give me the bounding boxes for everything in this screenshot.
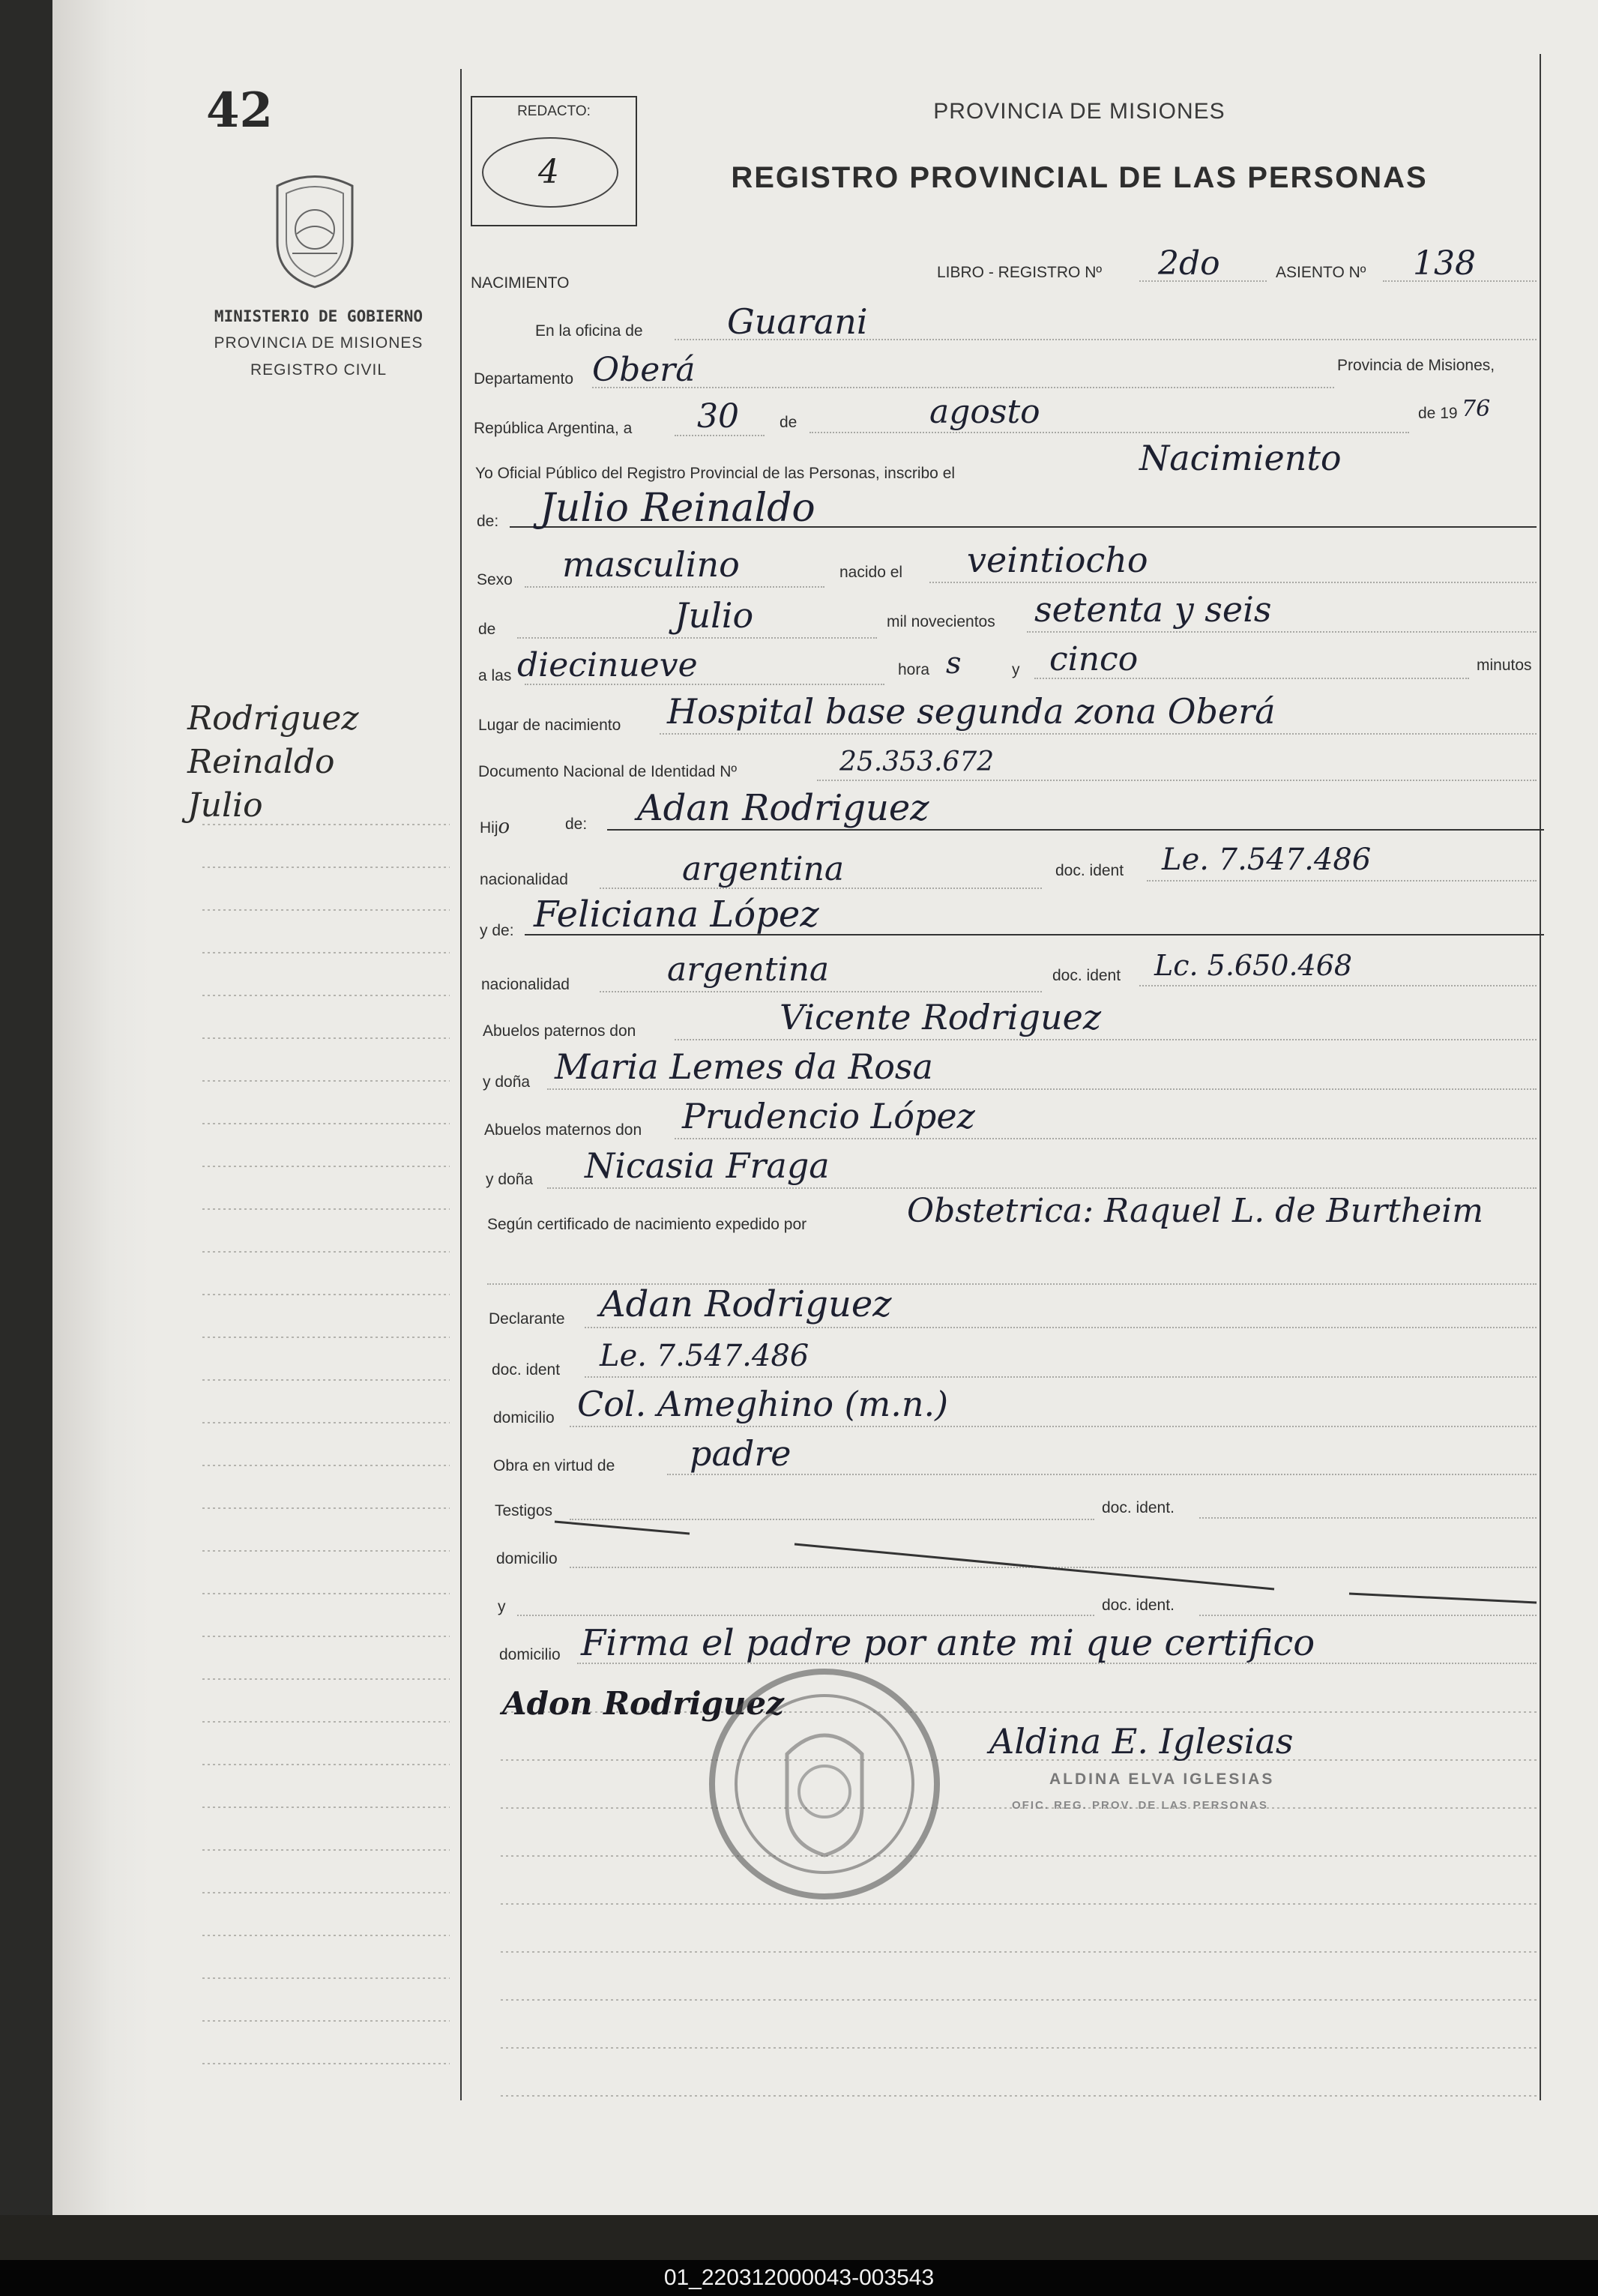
ministry-province: PROVINCIA DE MISIONES <box>214 334 423 352</box>
firma-oficial: Aldina E. Iglesias <box>989 1721 1294 1762</box>
image-caption: 01_220312000043-003543 <box>0 2260 1598 2296</box>
coat-of-arms-seal <box>262 171 367 291</box>
mes-nac-label: de <box>478 621 496 638</box>
nombre-value: Julio Reinaldo <box>540 486 815 531</box>
abuelos-paternos-value: Vicente Rodriguez <box>780 997 1102 1037</box>
libro-label: LIBRO - REGISTRO Nº <box>937 264 1103 281</box>
nacido-label: nacido el <box>839 564 903 581</box>
abuela-paterna-label: y doña <box>483 1073 531 1091</box>
departamento-value: Oberá <box>592 351 696 389</box>
certificado-label: Según certificado de nacimiento expedido por <box>487 1216 807 1233</box>
doc-declarante-value: Le. 7.547.486 <box>600 1339 809 1373</box>
margin-surname: Rodriguez <box>187 699 359 738</box>
abuelos-paternos-label: Abuelos paternos don <box>483 1022 636 1040</box>
obra-label: Obra en virtud de <box>493 1457 615 1474</box>
header-province: PROVINCIA DE MISIONES <box>933 99 1225 124</box>
republica-label: República Argentina, a <box>474 420 633 437</box>
hijo-de-label: de: <box>565 816 588 833</box>
abuelos-maternos-label: Abuelos maternos don <box>484 1121 642 1139</box>
act-type: NACIMIENTO <box>471 274 570 292</box>
firma-texto: Firma el padre por ante mi que certifico <box>581 1622 1315 1664</box>
official-stamp <box>697 1657 952 1911</box>
ministry-title: MINISTERIO DE GOBIERNO <box>214 307 423 325</box>
redacto-label: REDACTO: <box>517 103 591 119</box>
dia-value: 30 <box>697 397 739 436</box>
declarante-label: Declarante <box>489 1310 565 1328</box>
ministry-block <box>187 307 450 379</box>
testigos-crossout-lines <box>525 1507 1544 1627</box>
ministry-registry: REGISTRO CIVIL <box>250 361 388 379</box>
minutos-label: minutos <box>1477 657 1532 674</box>
form-border-left <box>460 69 462 2100</box>
oficial-cargo-impreso: OFIC. REG. PROV. DE LAS PERSONAS <box>1012 1799 1268 1812</box>
doc-ident-testigo-2-label: doc. ident. <box>1102 1597 1175 1614</box>
lugar-value: Hospital base segunda zona Oberá <box>667 691 1276 732</box>
minutos-value: cinco <box>1049 640 1139 678</box>
anio-value: 76 <box>1462 396 1491 422</box>
redacto-box <box>471 96 637 226</box>
libro-value: 2do <box>1158 244 1220 283</box>
hora-value: diecinueve <box>517 646 698 684</box>
nombre-label: de: <box>477 513 499 530</box>
milnov-label: mil novecientos <box>887 613 995 630</box>
y-label: y <box>1012 661 1020 678</box>
abuela-materna-value: Nicasia Fraga <box>585 1145 830 1186</box>
nacionalidad-1-label: nacionalidad <box>480 871 568 888</box>
dni-value: 25.353.672 <box>839 747 995 777</box>
certificado-value: Obstetrica: Raquel L. de Burtheim <box>907 1192 1483 1230</box>
doc-2-value: Lc. 5.650.468 <box>1154 949 1353 982</box>
domicilio-declarante-value: Col. Ameghino (m.n.) <box>577 1384 949 1424</box>
madre-label: y de: <box>480 922 514 939</box>
mes-value: agosto <box>929 393 1040 431</box>
nacionalidad-2-value: argentina <box>667 950 830 989</box>
domicilio-declarante-label: domicilio <box>493 1409 555 1426</box>
y-testigo-label: y <box>498 1598 506 1615</box>
book-spine-shadow <box>52 0 150 2215</box>
obra-value: padre <box>690 1433 792 1474</box>
nacionalidad-1-value: argentina <box>682 850 845 888</box>
oficial-nombre-impreso: ALDINA ELVA IGLESIAS <box>1049 1771 1275 1788</box>
firma-padre: Adon Rodriguez <box>502 1685 784 1722</box>
doc-2-label: doc. ident <box>1052 967 1121 984</box>
oficial-value: Nacimiento <box>1139 438 1342 478</box>
oficina-label: En la oficina de <box>535 322 643 340</box>
nacido-value: veintiocho <box>967 540 1148 580</box>
bottom-band <box>0 2215 1598 2260</box>
oficial-label: Yo Oficial Público del Registro Provincial de las Personas, inscribo el <box>475 465 956 482</box>
padre-value: Adan Rodriguez <box>637 787 929 829</box>
oficina-value: Guarani <box>727 301 868 342</box>
hora-num: s <box>946 646 962 681</box>
provincia-label: Provincia de Misiones, <box>1337 357 1495 374</box>
dni-label: Documento Nacional de Identidad Nº <box>478 763 738 780</box>
margin-first-name: Julio <box>187 786 263 825</box>
departamento-label: Departamento <box>474 370 574 388</box>
hijo-label: Hijo <box>480 816 510 838</box>
abuelos-maternos-value: Prudencio López <box>682 1096 975 1136</box>
doc-declarante-label: doc. ident <box>492 1361 561 1378</box>
redacto-mark <box>472 120 630 217</box>
testigos-label: Testigos <box>495 1502 553 1519</box>
form-ruled-lines <box>501 1709 1543 2099</box>
folio-number: 42 <box>206 82 274 139</box>
anio-nac-value: setenta y seis <box>1034 589 1272 630</box>
domicilio-testigo-2-label: domicilio <box>499 1646 561 1663</box>
doc-1-value: Le. 7.547.486 <box>1162 843 1372 877</box>
alas-label: a las <box>478 667 512 684</box>
doc-ident-testigo-1-label: doc. ident. <box>1102 1499 1175 1516</box>
redacto-mark-text: 4 <box>538 153 559 191</box>
header-registry: REGISTRO PROVINCIAL DE LAS PERSONAS <box>731 161 1428 194</box>
anio-label: de 19 <box>1418 405 1458 422</box>
sexo-label: Sexo <box>477 571 513 588</box>
lugar-label: Lugar de nacimiento <box>478 717 621 734</box>
de-label: de <box>780 414 798 431</box>
sexo-value: masculino <box>562 544 740 585</box>
asiento-label: ASIENTO Nº <box>1276 264 1366 281</box>
declarante-value: Adan Rodriguez <box>600 1283 892 1325</box>
abuela-paterna-value: Maria Lemes da Rosa <box>555 1046 933 1087</box>
mes-nac-value: Julio <box>675 595 754 636</box>
hora-label: hora <box>898 661 930 678</box>
asiento-value: 138 <box>1413 244 1476 283</box>
margin-name <box>187 697 450 828</box>
abuela-materna-label: y doña <box>486 1171 534 1188</box>
margin-ruled-lines <box>202 817 450 2091</box>
domicilio-testigo-1-label: domicilio <box>496 1550 558 1567</box>
doc-1-label: doc. ident <box>1055 862 1124 879</box>
nacionalidad-2-label: nacionalidad <box>481 976 570 993</box>
margin-given-name: Reinaldo <box>187 743 335 781</box>
madre-value: Feliciana López <box>534 894 819 935</box>
